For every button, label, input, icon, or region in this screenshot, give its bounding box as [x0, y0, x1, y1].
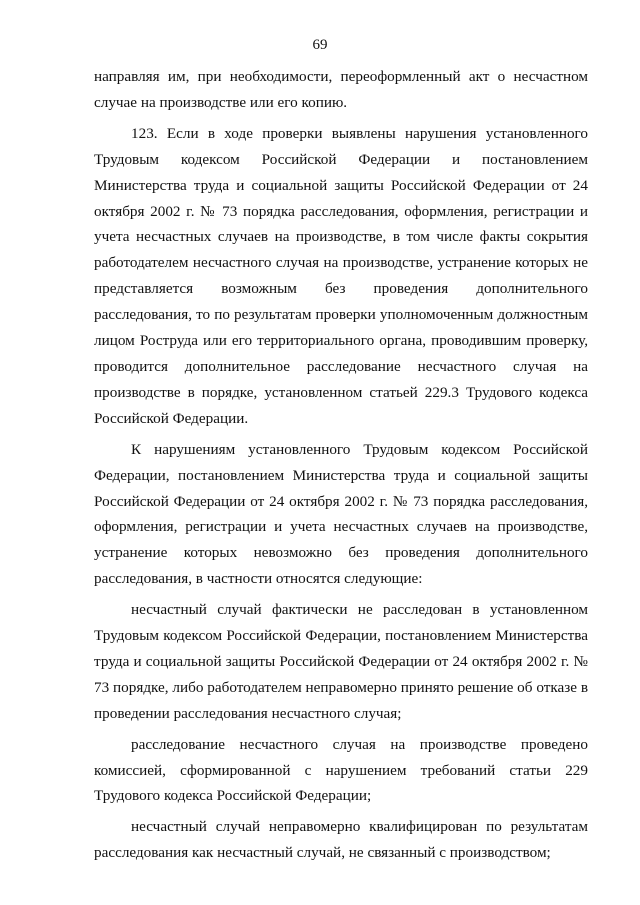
list-item-not-investigated: несчастный случай фактически не расследован в установленном Трудовым кодексом Российской Федерации, постановлением Министерства труда и социальной защиты Российской Федерации от 24 октября 2002 г. № 73 порядке, либо работодателем неправомерно принято решение об отказе в проведении расследования несчастного случая;	[94, 601, 588, 722]
paragraph-continuation: направляя им, при необходимости, переоформленный акт о несчастном случае на производстве или его копию.	[94, 68, 588, 111]
paragraph-item-123: 123. Если в ходе проверки выявлены нарушения установленного Трудовым кодексом Российской Федерации и постановлением Министерства труда и социальной защиты Российской Федерации от 24 октября 2002 г. № 73 порядка расследования, оформления, регистрации и учета несчастных случаев на производстве, в том числе факты сокрытия работодателем несчастного случая на производстве, устранение которых не представляется возможным без проведения дополнительного расследования, то по результатам проверки уполномоченным должностным лицом Роструда или его территориального органа, проводившим проверку, проводится дополнительное расследование несчастного случая на производстве в порядке, установленном статьей 229.3 Трудового кодекса Российской Федерации.	[94, 124, 588, 427]
paragraph-violations-intro: К нарушениям установленного Трудовым кодексом Российской Федерации, постановлением Министерства труда и социальной защиты Российской Федерации от 24 октября 2002 г. № 73 порядка расследования, оформления, регистрации и учета несчастных случаев на производстве, устранение которых невозможно без проведения дополнительного расследования, в частности относятся следующие:	[94, 440, 588, 588]
document-body	[94, 64, 588, 866]
page-number: 69	[312, 37, 328, 53]
list-item-misqualified: несчастный случай неправомерно квалифицирован по результатам расследования как несчастный случай, не связанный с производством;	[94, 818, 588, 862]
list-item-commission-violation: расследование несчастного случая на производстве проведено комиссией, сформированной с нарушением требований статьи 229 Трудового кодекса Российской Федерации;	[94, 735, 588, 805]
